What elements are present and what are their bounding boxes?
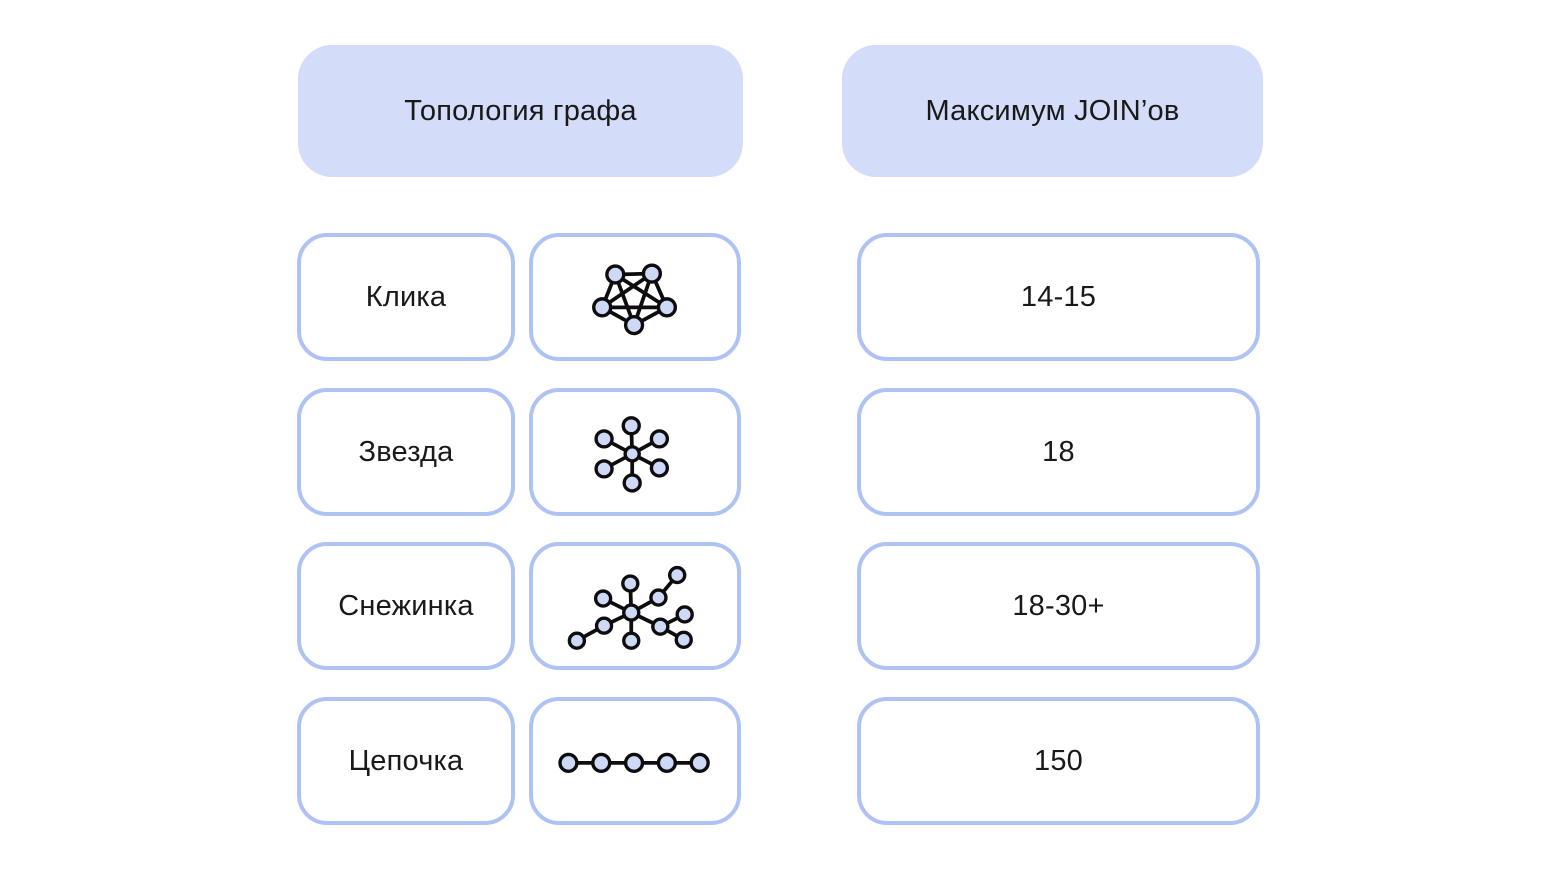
max-joins-box-clique — [857, 233, 1260, 361]
column-header-topology — [298, 45, 743, 177]
chain-graph-icon — [533, 701, 737, 821]
topology-icon-box-chain — [529, 697, 741, 825]
max-joins-value-clique: 14-15 — [1020, 280, 1097, 313]
topology-label-clique: Клика — [365, 280, 447, 313]
topology-label-box-star — [297, 388, 515, 516]
max-joins-value-chain: 150 — [1034, 744, 1083, 777]
clique-graph-icon — [533, 237, 737, 357]
max-joins-value-star: 18 — [1042, 435, 1075, 468]
topology-label-star: Звезда — [358, 435, 454, 468]
topology-label-box-chain — [297, 697, 515, 825]
topology-icon-box-snowflake — [529, 542, 741, 670]
column-header-max-joins — [842, 45, 1263, 177]
topology-label-chain: Цепочка — [348, 744, 464, 777]
topology-label-snowflake: Снежинка — [338, 589, 474, 622]
topology-label-box-clique — [297, 233, 515, 361]
max-joins-box-chain — [857, 697, 1260, 825]
topology-label-box-snowflake — [297, 542, 515, 670]
column-header-topology-label: Топология графа — [404, 94, 637, 127]
snowflake-graph-icon — [533, 546, 737, 666]
topology-icon-box-star — [529, 388, 741, 516]
column-header-max-joins-label: Максимум JOIN’ов — [925, 94, 1180, 127]
topology-icon-box-clique — [529, 233, 741, 361]
max-joins-value-snowflake: 18-30+ — [1012, 589, 1105, 622]
max-joins-box-snowflake — [857, 542, 1260, 670]
max-joins-box-star — [857, 388, 1260, 516]
star-graph-icon — [533, 392, 737, 512]
